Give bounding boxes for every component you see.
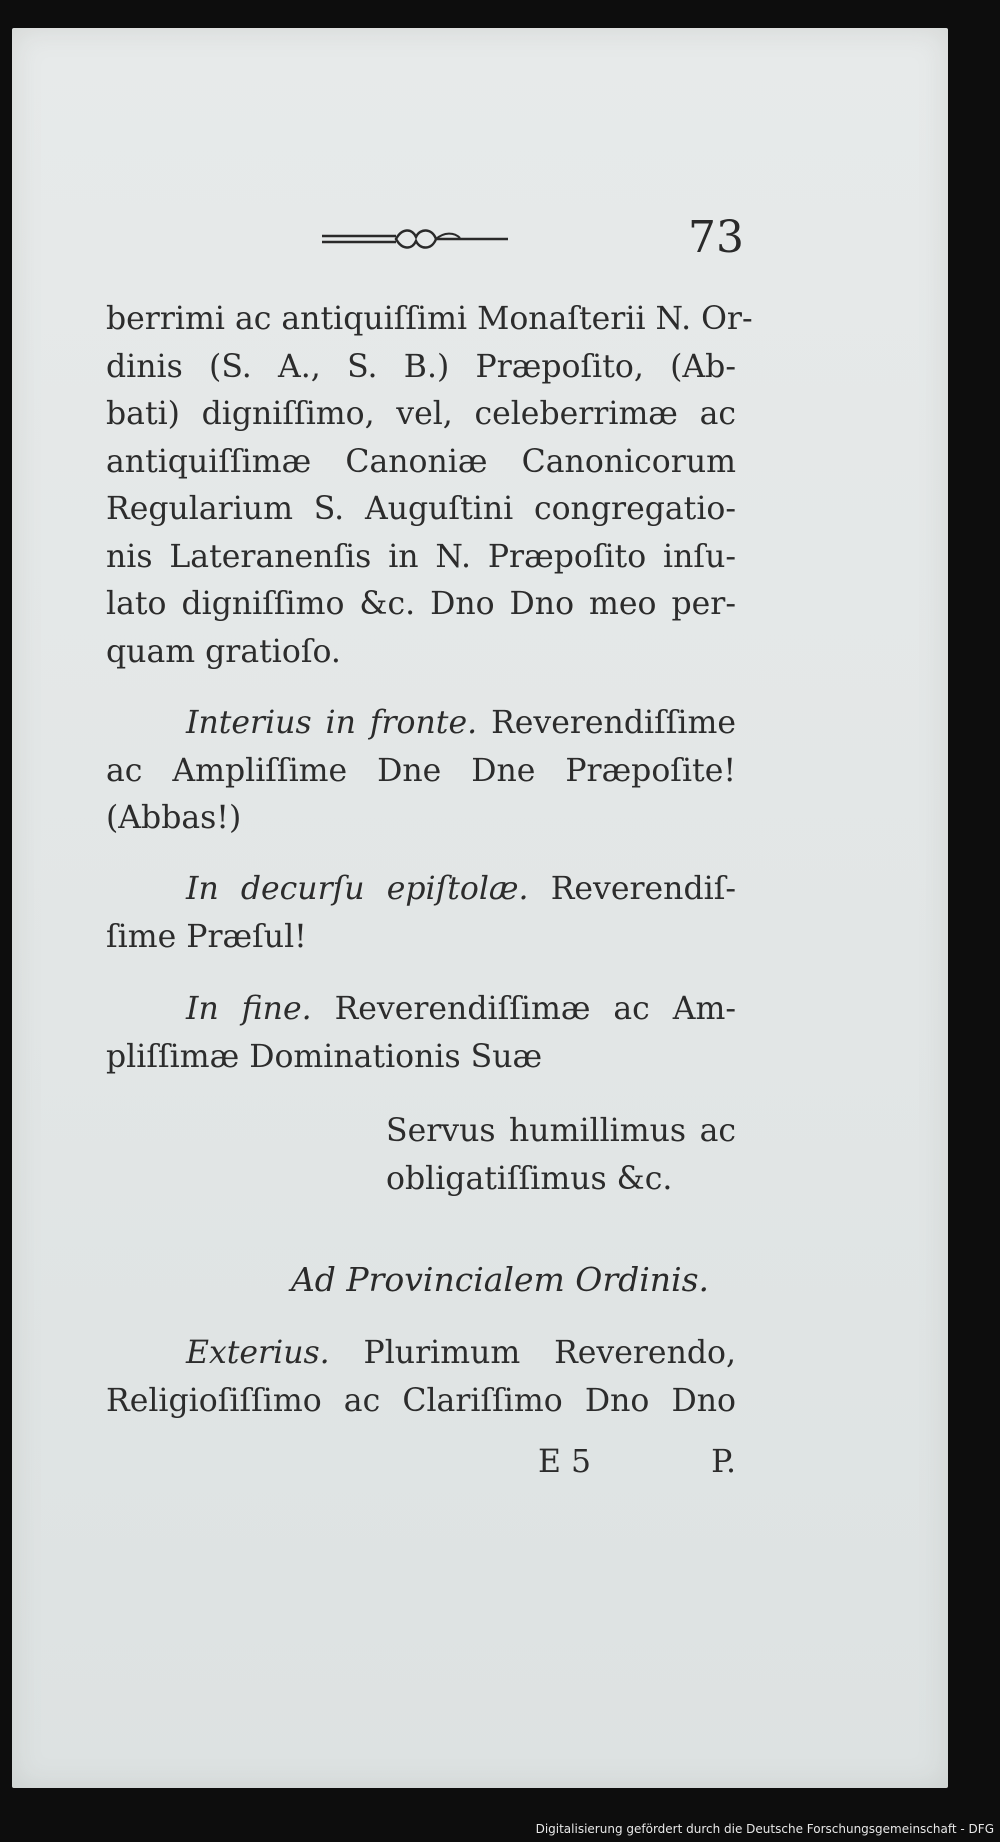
text-line: Regularium S. Auguſtini congregatio- [106, 491, 736, 527]
text-line: antiquiſſimæ Canoniæ Canonicorum [106, 443, 736, 480]
exterius-paragraph [106, 1330, 736, 1425]
text-line: ac Ampliſſime Dne Dne Præpoſite! [106, 752, 736, 789]
text-line: Exterius. Plurimum Reverendo, [186, 1335, 736, 1371]
fine-label: In fine. [186, 991, 312, 1027]
text-line: dinis (S. A., S. B.) Præpoſito, (Ab- [106, 348, 736, 385]
text-line: quam gratioſo. [106, 633, 341, 670]
ornament-rule-icon [322, 224, 508, 254]
text-line: nis Lateranenſis in N. Præpoſito inſu- [106, 538, 736, 575]
text-line: obligatiſſimus &c. [386, 1160, 673, 1197]
decursu-paragraph [106, 866, 736, 961]
closing-salutation [386, 1108, 736, 1203]
text-line: In fine. Reverendiſſimæ ac Am- [186, 991, 736, 1027]
text-line: In decurſu epiſtolæ. Reverendiſ- [186, 871, 737, 907]
section-heading: Ad Provincialem Ordinis. [290, 1260, 710, 1299]
text-line: bati) digniſſimo, vel, celeberrimæ ac [106, 396, 736, 432]
text-line: ſime Præſul! [106, 918, 307, 955]
exterius-label: Exterius. [186, 1335, 330, 1371]
text-line: Interius in fronte. Reverendiſſime [186, 705, 736, 741]
address-paragraph [106, 296, 753, 676]
interius-label: Interius in fronte. [186, 705, 478, 741]
text-line: berrimi ac antiquiſſimi Monaſterii N. Or- [106, 301, 753, 337]
signature-mark: E 5 [538, 1444, 592, 1480]
text-line: pliſſimæ Dominationis Suæ [106, 1038, 543, 1075]
page-number: 73 [688, 212, 744, 263]
interius-paragraph [106, 700, 736, 843]
text-line: Servus humillimus ac [386, 1113, 736, 1149]
digitization-credit: Digitalisierung gefördert durch die Deutsche Forschungsgemeinschaft - DFG [535, 1822, 994, 1836]
text-line: (Abbas!) [106, 800, 242, 836]
text-line: Religioſiſſimo ac Clariſſimo Dno Dno [106, 1382, 736, 1419]
text-line: lato digniſſimo &c. Dno Dno meo per- [106, 586, 736, 622]
fine-paragraph [106, 986, 736, 1081]
catchword: P. [711, 1444, 736, 1480]
decursu-label: In decurſu epiſtolæ. [186, 871, 529, 907]
